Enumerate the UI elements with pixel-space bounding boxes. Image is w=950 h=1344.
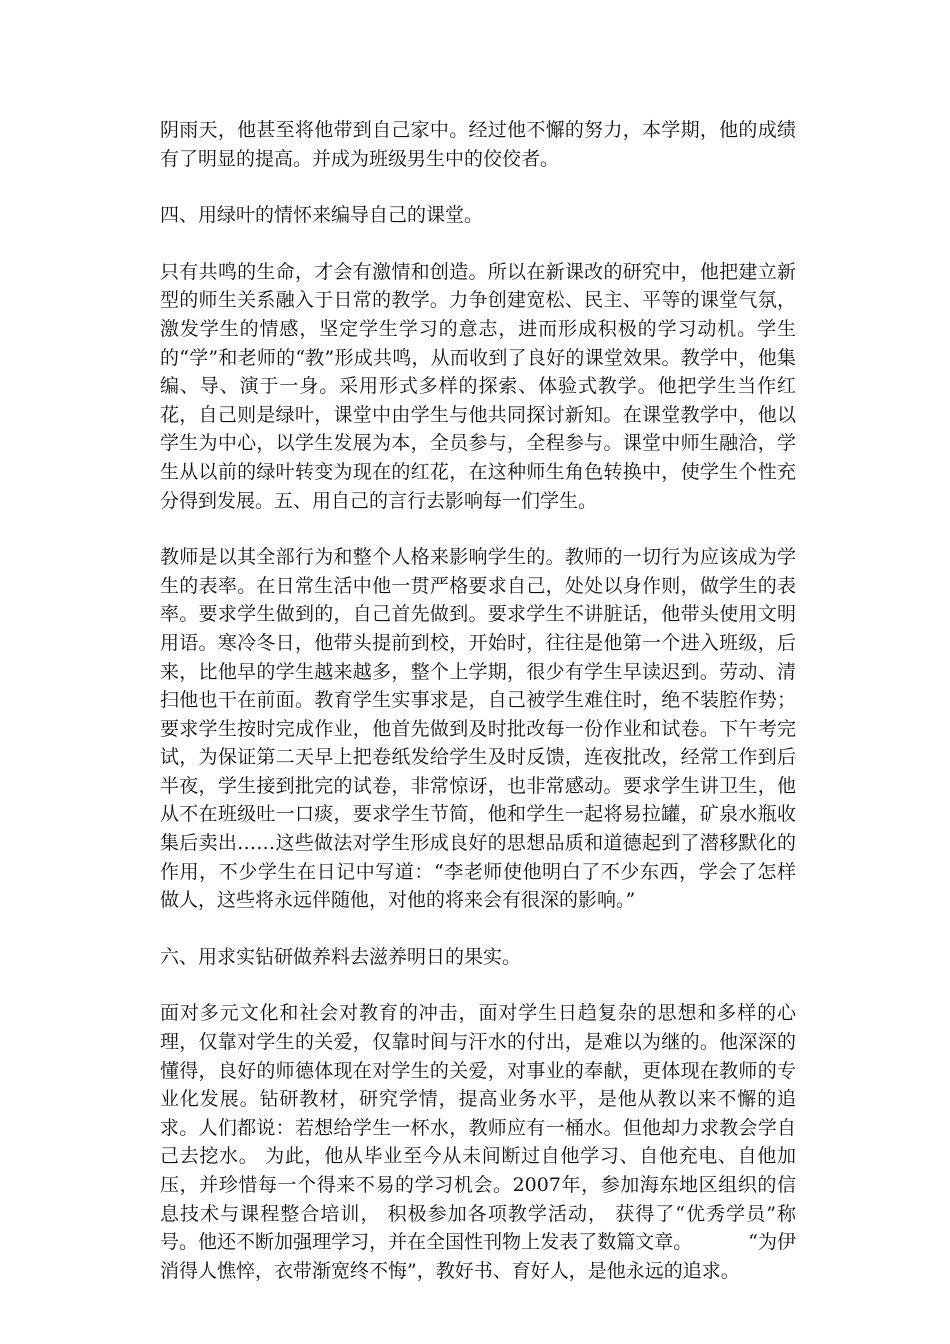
document-page: [160, 116, 796, 1313]
paragraph-research-main: 面对多元文化和社会对教育的冲击，面对学生日趋复杂的思想和多样的心理，仅靠对学生的关爱，仅靠时间与汗水的付出，是难以为继的。他深深的懂得，良好的师德体现在对学生的关爱，对事业的奉献，更体现在教师的专业化发展。钻研教材，研究学情，提高业务水平，是他从教以来不懈的追求。人们都说：若想给学生一杯水，教师应有一桶水。但他却力求教会学自己去挖水。 为此，他从毕业至今从未间断过自他学习、自他充电、自他加压，并珍惜每一个得来不易的学习机会。2007年，参加海东地区组织的信息技术与课程整合培训， 积极参加各项教学活动， 获得了“优秀学员”称号。他还不断加强理学习，并在全国性刊物上发表了数篇文章。: [160, 1002, 796, 1254]
section-heading-four: 四、用绿叶的情怀来编导自己的课堂。: [160, 204, 484, 227]
paragraph-rainy-day: 阴雨天，他甚至将他带到自己家中。经过他不懈的努力，本学期，他的成绩有了明显的提高。并成为班级男生中的佼佼者。: [160, 119, 796, 170]
paragraph-role-model: 教师是以其全部行为和整个人格来影响学生的。教师的一切行为应该成为学生的表率。在日常生活中他一贯严格要求自己，处处以身作则，做学生的表率。要求学生做到的，自己首先做到。要求学生不讲脏话，他带头使用文明用语。寒冷冬日，他带头提前到校，开始时，往往是他第一个进入班级，后来，比他早的学生越来越多，整个上学期，很少有学生早读迟到。劳动、清扫他也干在前面。教育学生实事求是，自己被学生难住时，绝不装腔作势；要求学生按时完成作业，他首先做到及时批改每一份作业和试卷。下午考完试，为保证第二天早上把卷纸发给学生及时反馈，连夜批改，经常工作到后半夜，学生接到批完的试卷，非常惊讶，也非常感动。要求学生讲卫生，他从不在班级吐一口痰，要求学生节简，他和学生一起将易拉罐，矿泉水瓶收集后卖出……这些做法对学生形成良好的思想品质和道德起到了潜移默化的作用，不少学生在日记中写道：“李老师使他明白了不少东西，学会了怎样做人，这些将永远伴随他，对他的将来会有很深的影响。”: [160, 546, 796, 912]
paragraph-research-quote: “为伊消得人憔悴，衣带渐宽终不悔”，教好书、育好人，是他永远的追求。: [160, 1231, 796, 1282]
paragraph-classroom: 只有共鸣的生命，才会有激情和创造。所以在新课改的研究中，他把建立新型的师生关系融入于日常的教学。力争创建宽松、民主、平等的课堂气氛，激发学生的情感，坚定学生学习的意志，进而形成积极的学习动机。学生的“学”和老师的“教”形成共鸣，从而收到了良好的课堂效果。教学中，他集编、导、演于一身。采用形式多样的探索、体验式教学。他把学生当作红花，自己则是绿叶，课堂中由学生与他共同探讨新知。在课堂教学中，他以学生为中心，以学生发展为本，全员参与，全程参与。课堂中师生融洽，学生从以前的绿叶转变为现在的红花，在这种师生角色转换中，使学生个性充分得到发展。五、用自己的言行去影响每一们学生。: [160, 260, 796, 512]
section-heading-six: 六、用求实钻研做养料去滋养明日的果实。: [160, 945, 522, 968]
paragraph-research: [160, 999, 796, 1285]
